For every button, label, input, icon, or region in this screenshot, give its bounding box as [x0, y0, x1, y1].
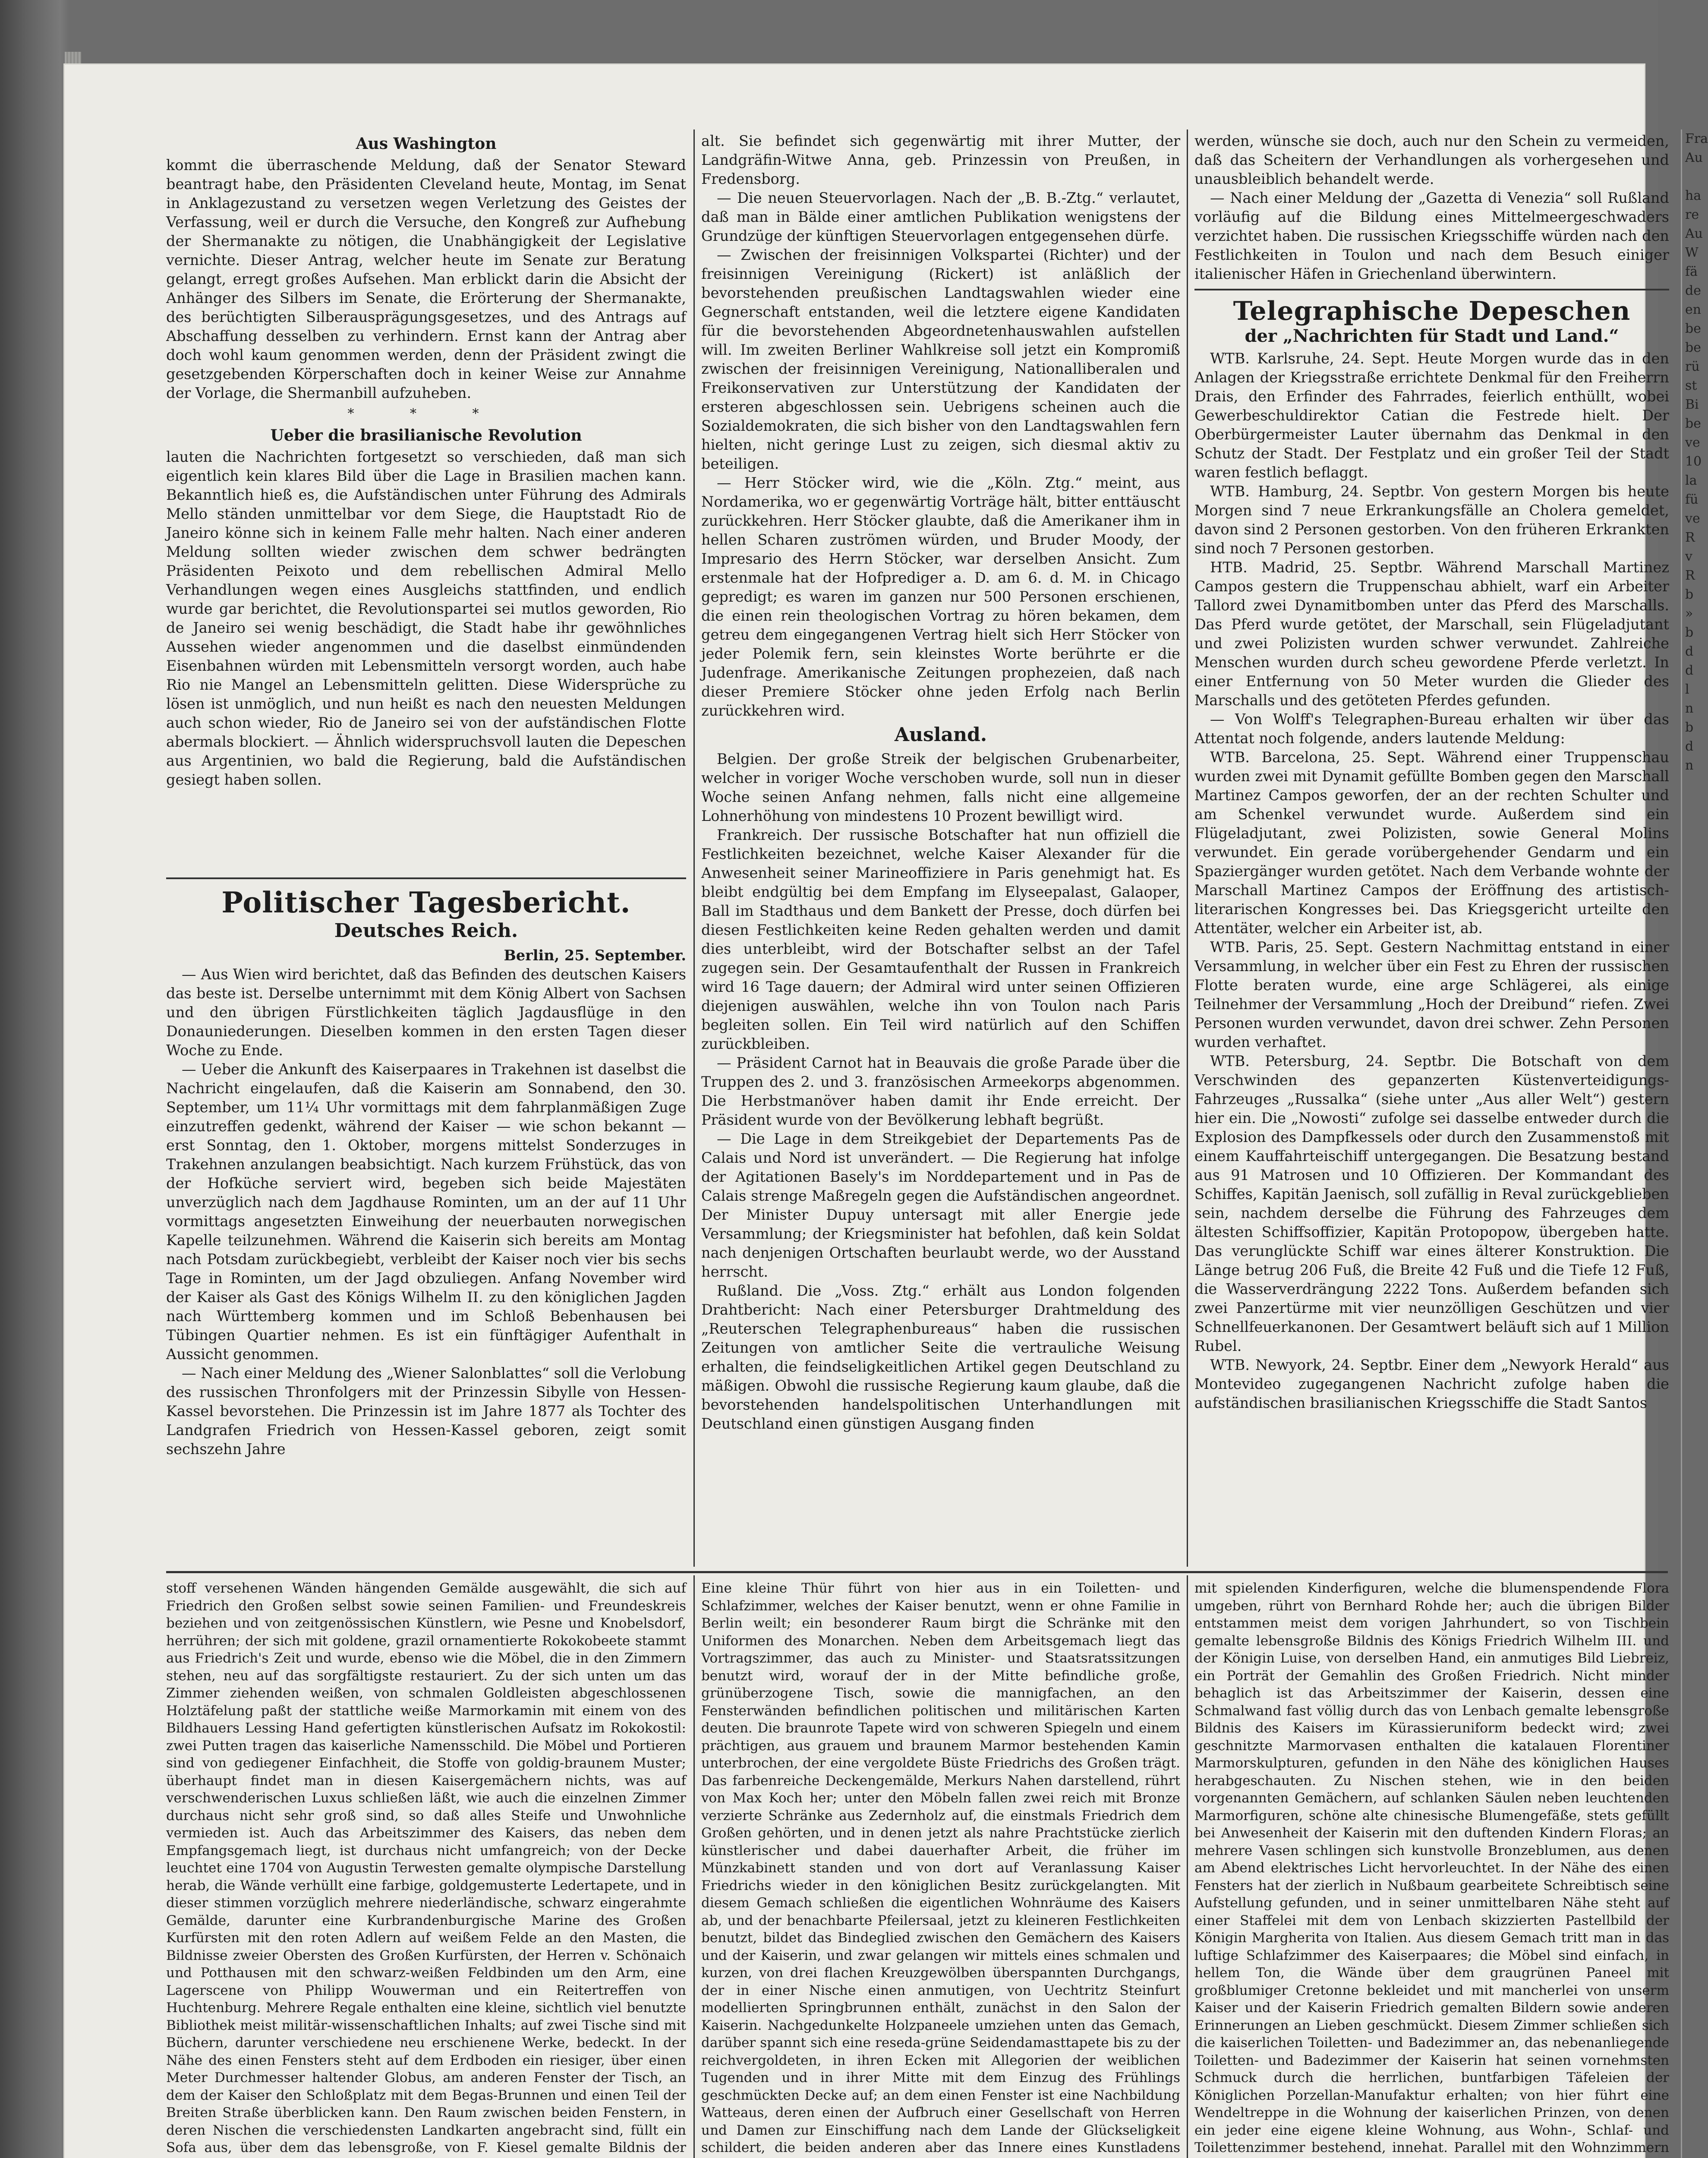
article-mittelmeer: — Nach einer Meldung der „Gazetta di Venezia“ soll Rußland vorläufig auf die Bildung eines Mittelmeergeschwaders verzichtet haben. Die russischen Kriegsschiffe würden nach den Festlichkeiten in Toulon und nach dem Besuch einiger italienischer Häfen in Griechenland überwintern. — [1194, 189, 1669, 282]
article-carnot: — Präsident Carnot hat in Beauvais die große Parade über die Truppen des 2. und 3. französischen Armeekorps abgenommen. Die Herbstmanöver haben damit ihr Ende erreicht. Der Präsident wurde von der Bevölkerung lebhaft begrüßt. — [701, 1054, 1180, 1128]
heading-ausland: Ausland. — [894, 724, 987, 746]
feuilleton-column-1 — [166, 1580, 686, 2158]
section-title: Politischer Tagesbericht. — [221, 886, 631, 919]
telegram-petersburg: WTB. Petersburg, 24. Septbr. Die Botschaft von dem Verschwinden des gepanzerten Küstenverteidigungs-Fahrzeuges „Russalka“ (siehe unter „Aus aller Welt“) gestern hier ein. Die „Nowosti“ zufolge sei dasselbe entweder durch die Explosion des Dampfkessels oder durch den Zusammenstoß mit einem Kauffahrteischiff untergegangen. Die Besatzung bestand aus 91 Matrosen und 10 Offizieren. Der Kommandant des Schiffes, Kapitän Jaenisch, soll zufällig in Reval zurückgeblieben sein, nachdem derselbe die Führung des Fahrzeuges dem ältesten Schiffsoffizier, Kapitän Protopopow, übergeben hatte. Das verunglückte Schiff war eines älterer Konstruktion. Die Länge betrug 206 Fuß, die Breite 42 Fuß und die Tiefe 12 Fuß, die Wasserverdrängung 2222 Tons. Außerdem befanden sich zwei Panzertürme mit vier neunzölligen Geschützen und vier Schnellfeuerkanonen. Der Gesamtwert beläuft sich auf 1 Million Rubel. — [1194, 1053, 1669, 1354]
feuilleton-divider-2 — [1187, 1575, 1188, 2158]
feuilleton-rule — [166, 1571, 1668, 1573]
telegram-hamburg: WTB. Hamburg, 24. Septbr. Von gestern Morgen bis heute Morgen sind 7 neue Erkrankungsfälle an Cholera gemeldet, davon sind 2 Personen gestorben. Von den früheren Erkrankten sind noch 7 Personen gestorben. — [1194, 483, 1669, 557]
feuilleton-text-1: stoff versehenen Wänden hängenden Gemälde ausgewählt, die sich auf Friedrich den Großen selbst sowie seinen Familien- und Freundeskreis beziehen und von zeitgenössischen Künstlern, wie Pesne und Knobelsdorf, herrühren; der sich mit goldene, grazil ornamentierte Rokokobeete stammt aus Friedrich's Zeit und wurde, ebenso wie die Möbel, die in den Zimmern stehen, neu auf das sorgfältigste restauriert. Zu der sich unten um das Zimmer ziehenden weißen, von schmalen Goldleisten abgeschlossenen Holztäfelung paßt der stattliche weiße Marmorkamin mit einem von des Bildhauers Lessing Hand gefertigten künstlerischen Aufsatz im Rokokostil: zwei Putten tragen das kaiserliche Namensschild. Die Möbel und Portieren sind von gediegener Einfachheit, die Stoffe von goldig-braunem Muster; überhaupt findet man in diesen Kaisergemächern nichts, was auf verschwenderischen Luxus schließen läßt, wie auch die einzelnen Zimmer durchaus nicht sehr groß sind, so daß alles Steife und Unwohnliche vermieden ist. Auch das Arbeitszimmer des Kaisers, das neben dem Empfangsgemach liegt, ist durchaus nicht umfangreich; von der Decke leuchtet eine 1704 von Augustin Terwesten gemalte olympische Darstellung herab, die Wände verhüllt eine farbige, goldgemusterte Ledertapete, und in dieser stimmen vorzüglich mehrere niederländische, schwarz eingerahmte Gemälde, darunter eine Kurbrandenburgische Marine des Großen Kurfürsten mit den roten Adlern auf weißem Felde an den Masten, die Bildnisse zweier Obersten des Großen Kurfürsten, der Herren v. Schönaich und Potthausen mit den schwarz-weißen Feldbinden um den Arm, eine Lagerscene von Philipp Wouwerman und ein Reitertreffen von Huchtenburg. Mehrere Regale enthalten eine kleine, sichtlich viel benutzte Bibliothek meist militär-wissenschaftlichen Inhalts; auf zwei Tische sind mit Büchern, darunter verschiedene neu erschienene Werke, bedeckt. In der Nähe des einen Fensters steht auf dem Erdboden ein riesiger, über einen Meter Durchmesser haltender Globus, am anderen Fenster der Tisch, an dem der Kaiser den Schloßplatz mit dem Begas-Brunnen und einen Teil der Breiten Straße überblicken kann. Den Raum zwischen beiden Fenstern, in deren Nischen die verschiedensten Landkarten angebracht sind, füllt ein Sofa aus, über dem das lebensgroße, von F. Kiesel gemalte Bildnis der — [166, 1581, 686, 2155]
feuilleton-text-2: Eine kleine Thür führt von hier aus in ein Toiletten- und Schlafzimmer, welches der Kaiser benutzt, wenn er ohne Familie in Berlin weilt; ein besonderer Raum birgt die Schränke mit den Uniformen des Monarchen. Neben dem Arbeitsgemach liegt das Vortragszimmer, das auch zu Minister- und Staatsratssitzungen benutzt wird, worauf der in der Mitte befindliche große, grünüberzogene Tisch, sowie die mannigfachen, an den Fensterwänden befindlichen politischen und militärischen Karten deuten. Die braunrote Tapete wird von schweren Spiegeln und einem prächtigen, aus grauem und braunem Marmor bestehenden Kamin unterbrochen, der eine vergoldete Büste Friedrichs des Großen trägt. Das farbenreiche Deckengemälde, Merkurs Nahen darstellend, rührt von Max Koch her; unter den Möbeln fallen zwei reich mit Bronze verzierte Schränke aus Zedernholz auf, die einstmals Friedrich dem Großen gehörten, und in denen jetzt als nahre Prachtstücke zierlich künstlerischer und dabei dauerhafter Arbeit, die früher im Münzkabinett standen und von dort auf Veranlassung Kaiser Friedrichs wieder in den königlichen Besitz zurückgelangten. Mit diesem Gemach schließen die eigentlichen Wohnräume des Kaisers ab, und der benachbarte Pfeilersaal, jetzt zu kleineren Festlichkeiten benutzt, bildet das Bindeglied zwischen den Gemächern des Kaisers und der Kaiserin, und zwar gelangen wir mittels eines schmalen und kurzen, von drei flachen Kreuzgewölben überspannten Durchgangs, der in einer Nische einen anmutigen, von Uechtritz Steinfurt modellierten Springbrunnen enthält, zunächst in den Salon der Kaiserin. Nachgedunkelte Holzpaneele umziehen unten das Gemach, darüber spannt sich eine reseda-grüne Seidendamasttapete bis zu der reichvergoldeten, in ihren Ecken mit Allegorien der weiblichen Tugenden und in ihrer Mitte mit dem Einzug des Frühlings geschmückten Decke auf; an dem einen Fenster ist eine Nachbildung Watteaus, deren einen der Aufbruch einer Gesellschaft von Herren und Damen zur Einschiffung nach dem Lande der Glückseligkeit schildert, die beiden anderen aber das Innere eines Kunstladens — [701, 1581, 1180, 2155]
telegram-wolff: — Von Wolff's Telegraphen-Bureau erhalten wir über das Attentat noch folgende, anders lautende Meldung: — [1194, 711, 1669, 747]
telegram-paris: WTB. Paris, 25. Sept. Gestern Nachmittag entstand in einer Versammlung, in welcher über ein Fest zu Ehren der russischen Flotte beraten wurde, eine arge Schlägerei, als einige Teilnehmer der Versammlung „Hoch der Dreibund“ riefen. Zwei Personen wurden verwundet, davon drei schwer. Zehn Personen wurden verhaftet. — [1194, 939, 1669, 1051]
article-belgien: Belgien. Der große Streik der belgischen Grubenarbeiter, welcher in voriger Woche verschoben wurde, soll nun in dieser Woche seinen Anfang nehmen, falls nicht eine allgemeine Lohnerhöhung von mindestens 10 Prozent bewilligt wird. — [701, 751, 1180, 824]
section-subtitle: Deutsches Reich. — [334, 920, 518, 942]
article-prinzessin: alt. Sie befindet sich gegenwärtig mit ihrer Mutter, der Landgräfin-Witwe Anna, geb. Prinzessin von Preußen, in Fredensborg. — [701, 133, 1180, 187]
article-steuervorlagen: — Die neuen Steuervorlagen. Nach der „B. B.-Ztg.“ verlautet, daß man in Bälde einer amtlichen Publikation wenigstens der Grundzüge der künftigen Steuervorlagen entgegensehen dürfe. — [701, 189, 1180, 244]
column-divider-2 — [1187, 129, 1188, 1567]
article-frankreich: Frankreich. Der russische Botschafter hat nun offiziell die Festlichkeiten bezeichnet, welche Kaiser Alexander für die Anwesenheit seiner Marineoffiziere in Paris genehmigt hat. Es bleibt endgültig bei dem Empfang im Elyseepalast, Galaoper, Ball im Stadthaus und dem Bankett der Presse, doch dürfen bei diesen Festlichkeiten keine Reden gehalten werden und damit dies unterbleibt, wird der Botschafter selbst an der Tafel zugegen sein. Der Gesamtaufenthalt der Russen in Frankreich wird 16 Tage dauern; der Admiral wird unter seinen Offizieren diejenigen auswählen, welche ihn von Toulon nach Paris begleiten sollen. Ein Teil wird natürlich auf den Schiffen zurückbleiben. — [701, 827, 1180, 1052]
article-russland: Rußland. Die „Voss. Ztg.“ erhält aus London folgenden Drahtbericht: Nach einer Petersburger Drahtmeldung des „Reuterschen Telegraphenbureaus“ haben die russischen Zeitungen von amtlicher Seite die vertrauliche Weisung erhalten, die feindseligkeitlichen Artikel gegen Deutschland zu mäßigen. Obwohl die russische Regierung kaum glaube, daß die bevorstehenden handelspolitischen Unterhandlungen mit Deutschland einen günstigen Ausgang finden — [701, 1282, 1180, 1432]
feuilleton-divider-1 — [693, 1575, 695, 2158]
feuilleton-column-3 — [1194, 1580, 1669, 2158]
heading-washington: Aus Washington — [356, 135, 497, 153]
dateline: Berlin, 25. September. — [504, 947, 686, 964]
column-2 — [701, 132, 1180, 1567]
telegram-karlsruhe: WTB. Karlsruhe, 24. Sept. Heute Morgen wurde das in den Anlagen der Kriegsstraße errichtete Denkmal für den Freiherrn Drais, den Erfinder des Fahrrades, feierlich enthüllt, wobei Gewerbeschuldirektor Catian die Festrede hielt. Der Oberbürgermeister Lauter übernahm das Denkmal in den Schutz der Stadt. Der Festplatz und ein großer Teil der Stadt waren festlich beflaggt. — [1194, 350, 1669, 481]
newspaper-page — [65, 65, 1708, 2158]
right-page-edge — [1681, 129, 1682, 2158]
telegram-newyork: WTB. Newyork, 24. Septbr. Einer dem „Newyork Herald“ aus Montevideo zugegangenen Nachricht zufolge haben die aufständischen brasilianischen Kriegsschiffe die Stadt Santos — [1194, 1357, 1669, 1411]
column-1 — [166, 132, 686, 943]
telegraph-title: Telegraphische Depeschen — [1233, 296, 1631, 326]
article-brasil: lauten die Nachrichten fortgesetzt so verschieden, daß man sich eigentlich kein klares Bild über die Lage in Brasilien machen kann. Bekanntlich hieß es, die Aufständischen unter Führung des Admirals Mello ständen unmittelbar vor dem Siege, die Hauptstadt Rio de Janeiro könne sich in keinem Falle mehr halten. Nach einer anderen Meldung sollten wieder zwischen dem schwer bedrängten Präsidenten Peixoto und dem rebellischen Admiral Mello Verhandlungen wegen eines Ausgleichs stattfinden, und endlich wurde gar berichtet, die Revolutionspartei sei mutlos geworden, Rio de Janeiro sei wenig beschädigt, die Stadt habe ihr gewöhnliches Aussehen wieder angenommen und die daselbst einmündenden Eisenbahnen würden mit Lebensmitteln versorgt worden, auch habe Rio nie Mangel an Lebensmitteln gelitten. Diese Widersprüche zu lösen ist unmöglich, und nun heißt es nach den neuesten Meldungen auch schon wieder, Rio de Janeiro sei von der aufständischen Flotte abermals blockiert. — Ähnlich widerspruchsvoll lauten die Depeschen aus Argentinien, wo bald die Regierung, bald die Aufständischen gesiegt haben sollen. — [166, 448, 686, 788]
column-1-lower — [166, 884, 686, 1566]
article-streikgebiet: — Die Lage in dem Streikgebiet der Departements Pas de Calais und Nord ist unverändert. — Die Regierung hat infolge der Agitationen Basely's im Norddepartement und in Pas de Calais strenge Maßregeln gegen die Aufständischen angeordnet. Der Minister Dupuy untersagt mit aller Energie jede Versammlung; der Kriegsminister hat befohlen, daß kein Soldat nach denjenigen Ortschaften beurlaubt werde, wo der Ausstand herrscht. — [701, 1130, 1180, 1280]
telegram-madrid: HTB. Madrid, 25. Septbr. Während Marschall Martinez Campos gestern die Truppenschau abhielt, warf ein Arbeiter Tallord zwei Dynamitbomben unter das Pferd des Marschalls. Das Pferd wurde getötet, der Marschall, sein Flügeladjutant und zwei Polizisten wurden schwer verwundet. Zahlreiche Menschen wurden durch scheu gewordene Pferde verletzt. In einer Entfernung von 50 Meter wurden die Glieder des Marschalls und des getöteten Pferdes gefunden. — [1194, 559, 1669, 709]
column-divider-1 — [693, 129, 695, 1567]
rule-telegraph — [1194, 289, 1669, 290]
feuilleton-text-3: mit spielenden Kinderfiguren, welche die blumenspendende Flora umgeben, rührt von Bernhard Rohde her; auch die übrigen Bilder entstammen meist dem vorigen Jahrhundert, so von Tischbein gemalte lebensgroße Bildnis des Königs Friedrich Wilhelm III. und der Königin Luise, von derselben Hand, ein anmutiges Bild Liebreiz, ein Porträt der Gemahlin des Großen Friedrich. Nicht minder behaglich ist das Arbeitszimmer der Kaiserin, dessen eine Schmalwand fast völlig durch das von Lenbach gemalte lebensgroße Bildnis des Kaisers im Kürassieruniform bedeckt wird; zwei geschnitzte Marmorvasen enthalten die katalauen Florentiner Marmorskulpturen, gefunden in den Nähe des königlichen Hauses herabgeschauten. Zu Nischen stehen, wie in den beiden vorgenannten Gemächern, auf schlanken Säulen neben leuchtenden Marmorfiguren, schöne alte chinesische Blumengefäße, stets gefüllt bei Anwesenheit der Kaiserin mit den duftenden Kindern Floras; an mehrere Vasen schlingen sich kunstvolle Bronzeblumen, aus denen am Abend elektrisches Licht hervorleuchtet. In der Nähe des einen Fensters hat der zierlich in Nußbaum gearbeitete Schreibtisch seine Aufstellung gefunden, und in seiner unmittelbaren Nähe steht auf einer Staffelei mit dem von Lenbach skizzierten Pastellbild der Königin Margherita von Italien. Aus diesem Gemach tritt man in das luftige Schlafzimmer des Kaiserpaares; die Möbel sind einfach, in hellem Ton, die Wände über dem graugrünen Paneel mit großblumiger Cretonne bekleidet und mit mancherlei von unserm Kaiser und der Kaiserin Friedrich gemalten Bildern sowie anderen Erinnerungen an Lieben geschmückt. Diesem Zimmer schließen sich die kaiserlichen Toiletten- und Badezimmer an, das nebenanliegende Toiletten- und Badezimmer der Kaiserin hat seinen vornehmsten Schmuck durch die herrlichen, buntfarbigen Täfeleien der Königlichen Porzellan-Manufaktur erhalten; von hier führt eine Wendeltreppe in die Wohnung der kaiserlichen Prinzen, von denen ein jeder eine eigene kleine Wohnung, aus Wohn-, Schlaf- und Toilettenzimmer bestehend, innehat. Parallel mit den Wohnzimmern — [1194, 1581, 1669, 2155]
article-stoecker: — Herr Stöcker wird, wie die „Köln. Ztg.“ meint, aus Nordamerika, wo er gegenwärtig Vorträge hält, bitter enttäuscht zurückkehren. Herr Stöcker glaubte, daß die Amerikaner ihm in hellen Scharen zuströmen würden, und Bruder Moody, der Impresario des Herrn Stöcker, war derselben Ansicht. Zum erstenmale hat der Hofprediger a. D. am 6. d. M. in Chicago gepredigt; es waren im ganzen nur 500 Personen erschienen, die einen rein theologischen Vortrag zu hören bekamen, dem getreu dem eingegangenen Vertrag hielt sich Herr Stöcker von jeder Polemik fern, sein kleinstes Worte berührte er die Judenfrage. Amerikanische Zeitungen prophezeien, daß nach dieser Premiere Stöcker ohne jeden Erfolg nach Berlin zurückkehren wird. — [701, 474, 1180, 719]
telegram-barcelona: WTB. Barcelona, 25. Sept. Während einer Truppenschau wurden zwei mit Dynamit gefüllte Bomben gegen den Marschall Martinez Campos geworfen, der an der rechten Schulter und am Schenkel verwundet wurde. Außerdem sind ein Flügeladjutant, zwei Polizisten, sowie General Molins verwundet. Ein gerade vorübergehender Gendarm und ein Spaziergänger wurden getötet. Nach dem Verbande wohnte der Marschall Martinez Campos der Eröffnung des artistisch-literarischen Kongresses bei. Das Kriegsgericht urteilte den Attentäter, welcher ein Arbeiter ist, ab. — [1194, 749, 1669, 937]
adjacent-page-fragment: Fra Au ha re Au W fä de en be be rü st Bi be ve 10 la fü ve R v R b » b d d l n b d n — [1685, 131, 1708, 773]
telegraph-subtitle: der „Nachrichten für Stadt und Land.“ — [1245, 326, 1619, 346]
article-verhandlungen: werden, wünsche sie doch, auch nur den Schein zu vermeiden, daß das Scheitern der Verhandlungen als vorhergesehen und unausbleiblich behandelt werde. — [1194, 133, 1669, 187]
rule-col1 — [166, 877, 686, 879]
article-volkspartei: — Zwischen der freisinnigen Volkspartei (Richter) und der freisinnigen Vereinigung (Rickert) ist anläßlich der bevorstehenden preußischen Landtagswahlen wieder eine Gegnerschaft entstanden, weil die letztere eigene Kandidaten für die bevorstehenden Abgeordnetenhauswahlen aufstellen will. Im zweiten Berliner Wahlkreise soll jetzt ein Kompromiß zwischen der freisinnigen Vereinigung, Nationalliberalen und Freikonservativen zur Unterstützung der Kandidaten der ersteren abgeschlossen sein. Uebrigens scheinen auch die Sozialdemokraten, die sich bisher von den Landtagswahlen fern hielten, nicht geringe Lust zu zeigen, sich diesmal aktiv zu beteiligen. — [701, 246, 1180, 472]
article-trakehnen: — Ueber die Ankunft des Kaiserpaares in Trakehnen ist daselbst die Nachricht eingelaufen, daß die Kaiserin am Sonnabend, den 30. September, um 11¼ Uhr vormittags mit dem fahrplanmäßigen Zuge einzutreffen gedenkt, während der Kaiser — wie schon bekannt — erst Sonntag, den 1. Oktober, morgens mittelst Sonderzuges in Trakehnen anzulangen beabsichtigt. Nach kurzem Frühstück, das von der Hofküche serviert wird, begeben sich beide Majestäten unverzüglich nach dem Jagdhause Rominten, um an der auf 11 Uhr vormittags angesetzten Einweihung der neuerbauten norwegischen Kapelle teilzunehmen. Während die Kaiserin sich bereits am Montag nach Potsdam zurückbegiebt, verbleibt der Kaiser noch vier bis sechs Tage in Rominten, um der Jagd obzuliegen. Anfang November wird der Kaiser als Gast des Königs Wilhelm II. zu den königlichen Jagden nach Württemberg kommen und im Schloß Bebenhausen bei Tübingen Quartier nehmen. Es ist ein fünftägiger Aufenthalt in Aussicht genommen. — [166, 1061, 686, 1363]
column-3 — [1194, 132, 1669, 1567]
heading-brasil: Ueber die brasilianische Revolution — [270, 426, 582, 445]
separator-stars: * * * — [347, 406, 505, 421]
feuilleton-column-2 — [701, 1580, 1180, 2158]
article-washington: kommt die überraschende Meldung, daß der Senator Steward beantragt habe, den Präsidenten Cleveland heute, Montag, im Senat in Anklagezustand zu versetzen wegen Verletzung des Geistes der Verfassung, weil er durch die Versuche, den Kongreß zur Aufhebung der Shermanakte zu nötigen, die Unabhängigkeit der Legislative vernichte. Dieser Antrag, welcher heute im Senate zur Beratung gelangt, erregt großes Aufsehen. Man erblickt darin die Absicht der Anhänger des Silbers im Senate, die Erörterung der Shermanakte, des berüchtigten Silberausprägungsgesetzes, und des Antrags auf Abschaffung desselben zu verhindern. Ernst kann der Antrag aber doch wohl kaum genommen werden, denn der Präsident zwingt die gesetzgebenden Körperschaften doch in keiner Weise zur Annahme der Vorlage, die Shermanbill aufzuheben. — [166, 157, 686, 401]
article-kaiser-wien: — Aus Wien wird berichtet, daß das Befinden des deutschen Kaisers das beste ist. Derselbe unternimmt mit dem König Albert von Sachsen und den übrigen Fürstlichkeiten täglich Jagdausflüge in den Donauniederungen. Dieselben kommen in den ersten Tagen dieser Woche zu Ende. — [166, 966, 686, 1059]
article-verlobung: — Nach einer Meldung des „Wiener Salonblattes“ soll die Verlobung des russischen Thronfolgers mit der Prinzessin Sibylle von Hessen-Kassel bevorstehen. Die Prinzessin ist im Jahre 1877 als Tochter des Landgrafen Friedrich von Hessen-Kassel geboren, zeigt somit sechszehn Jahre — [166, 1365, 686, 1458]
